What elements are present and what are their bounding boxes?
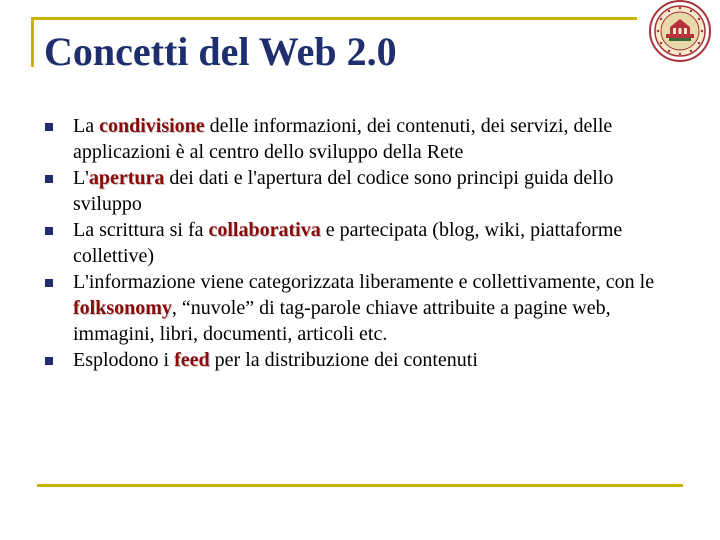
keyword-highlight: folksonomy bbox=[73, 297, 172, 319]
bullet-list bbox=[45, 113, 685, 373]
university-seal-icon bbox=[649, 0, 711, 62]
square-bullet-icon bbox=[45, 357, 53, 365]
bullet-text: La scrittura si fa bbox=[73, 219, 209, 241]
bullet-text: delle informazioni, dei contenuti, dei servizi, delle applicazioni è al centro dello sviluppo della Rete bbox=[73, 115, 613, 163]
bullet-item bbox=[45, 269, 685, 347]
title-frame-top-rule bbox=[31, 17, 637, 20]
footer-rule bbox=[37, 484, 683, 487]
slide-title: Concetti del Web 2.0 bbox=[44, 29, 397, 74]
bullet-text: Esplodono i bbox=[73, 349, 175, 371]
bullet-text: dei dati e l'apertura del codice sono principi guida dello sviluppo bbox=[73, 167, 614, 215]
keyword-highlight: condivisione bbox=[99, 115, 205, 137]
bullet-item bbox=[45, 113, 685, 165]
bullet-item bbox=[45, 347, 685, 373]
title-frame-left-rule bbox=[31, 17, 34, 67]
bullet-text: per la distribuzione dei contenuti bbox=[209, 349, 478, 371]
bullet-text: L' bbox=[73, 167, 89, 189]
bullet-item bbox=[45, 165, 685, 217]
square-bullet-icon bbox=[45, 279, 53, 287]
keyword-highlight: collaborativa bbox=[208, 219, 321, 241]
square-bullet-icon bbox=[45, 227, 53, 235]
bullet-text: L'informazione viene categorizzata liberamente e collettivamente, con le bbox=[73, 271, 655, 293]
square-bullet-icon bbox=[45, 175, 53, 183]
bullet-text: e partecipata (blog, wiki, piattaforme collettive) bbox=[73, 219, 623, 267]
square-bullet-icon bbox=[45, 123, 53, 131]
keyword-highlight: apertura bbox=[88, 167, 165, 189]
bullet-text: , “nuvole” di tag-parole chiave attribuite a pagine web, immagini, libri, documenti, articoli etc. bbox=[73, 297, 611, 345]
bullet-item bbox=[45, 217, 685, 269]
bullet-text: La bbox=[73, 115, 100, 137]
keyword-highlight: feed bbox=[174, 349, 210, 371]
